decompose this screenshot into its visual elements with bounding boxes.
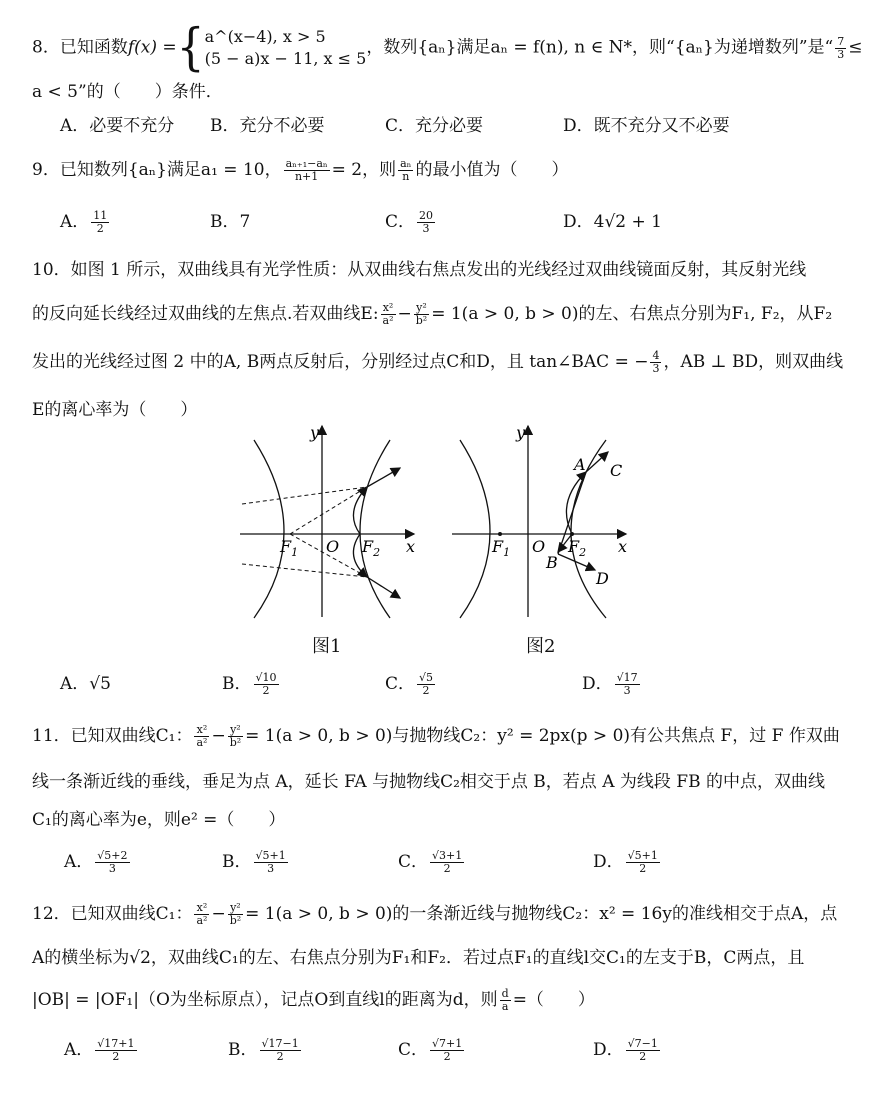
figure-2-hyperbola-diagram [448, 422, 638, 622]
fig2-label-b: B [546, 553, 558, 572]
q12-option-c: C． $\frac{√7+1}{2}$ [398, 1037, 463, 1063]
q9-stem-b: = 2，则 [331, 160, 397, 180]
fig1-label-f1: $F_1$ [280, 537, 299, 559]
q12-option-a: A． $\frac{√17+1}{2}$ [64, 1037, 135, 1063]
q10-line1: 10．如图 1 所示，双曲线具有光学性质：从双曲线右焦点发出的光线经过双曲线镜面反射，其反射光线 [32, 260, 807, 280]
q9-stem-a: 9．已知数列{aₙ}满足a₁ = 10， [32, 160, 282, 180]
fig2-label-origin: O [532, 537, 546, 556]
q8-fx: f(x) = [127, 37, 177, 58]
q11-option-a: A． $\frac{√5+2}{3}$ [64, 849, 128, 875]
q8-fraction: $\frac{7}{3}$ [837, 34, 845, 61]
q10-option-a: A．√5 [60, 674, 111, 694]
fig1-reflect-upper [367, 468, 400, 487]
fig1-right-branch [360, 440, 390, 618]
fig2-label-f1: $F_1$ [492, 537, 511, 559]
fig1-label-x: x [406, 537, 416, 556]
figure-1-caption: 图1 [312, 636, 342, 657]
q10-option-c: C． $\frac{√5}{2}$ [385, 671, 434, 697]
q9-option-a: A． $\frac{11}{2}$ [60, 209, 108, 235]
q9-stem-c: 的最小值为（ ） [415, 160, 569, 180]
q8-case1: a^(x−4), x > 5 [204, 27, 326, 46]
fig2-ray-a-to-c [586, 452, 608, 472]
q9-fraction: $\frac{\text{aₙ₊₁−aₙ}}{n+1}$ [285, 157, 328, 183]
q11-option-c: C． $\frac{√3+1}{2}$ [398, 849, 463, 875]
q8-line2: a < 5”的（ ）条件． [32, 82, 223, 102]
fig1-dashed-upper [242, 487, 367, 504]
q8-option-d: D．既不充分又不必要 [563, 116, 730, 136]
fig1-label-f2: $F_2$ [362, 537, 381, 559]
q9-fraction2: $\frac{\text{aₙ}}{n}$ [400, 157, 412, 183]
q8-leq: ≤ [848, 37, 863, 58]
fig1-label-y: y [310, 423, 320, 442]
q9-option-c: C． $\frac{20}{3}$ [385, 209, 434, 235]
fig2-label-x: x [618, 537, 628, 556]
figure-1-hyperbola-diagram [232, 422, 432, 622]
fig1-label-origin: O [326, 537, 340, 556]
q8-cases [205, 26, 367, 70]
q8-option-a: A．必要不充分 [60, 116, 175, 136]
q12-line2: A的横坐标为√2，双曲线C₁的左、右焦点分别为F₁和F₂．若过点F₁的直线l交C₁的左支于B，C两点，且 [32, 948, 805, 968]
q11-line2: 线一条渐近线的垂线，垂足为点 A，延长 FA 与抛物线C₂相交于点 B，若点 A 为线段 FB 的中点，双曲线 [32, 772, 825, 792]
q9-option-d: D．4√2 + 1 [563, 212, 662, 232]
q10-option-b: B． $\frac{√10}{2}$ [222, 671, 277, 697]
fig1-left-branch [254, 440, 284, 618]
q11-option-b: B． $\frac{√5+1}{3}$ [222, 849, 286, 875]
q12-line3: |OB| = |OF₁|（O为坐标原点），记点O到直线l的距离为d，则 $\frac{d}{a}$ =（ ） [32, 987, 595, 1013]
fig2-label-y: y [516, 423, 526, 442]
fig2-label-c: C [610, 461, 623, 480]
fig2-label-d: D [596, 569, 609, 588]
q12-option-d: D． $\frac{√7-1}{2}$ [593, 1037, 658, 1063]
q8-case2: (5 − a)x − 11, x ≤ 5 [204, 49, 367, 68]
fig2-left-branch [460, 440, 490, 618]
fig2-point-f1 [498, 532, 502, 536]
q8-stem-a: 8．已知函数 [32, 37, 128, 58]
q9-stem [32, 158, 568, 183]
q8-line1 [32, 18, 863, 77]
figure-2-caption: 图2 [526, 636, 556, 657]
fig1-dashed-lower [242, 564, 367, 577]
q8-brace: { [176, 18, 205, 77]
fig2-label-f2: $F_2$ [568, 537, 587, 559]
q10-line3: 发出的光线经过图 2 中的A, B两点反射后，分别经过点C和D，且 tan∠BAC = − $\frac{4}{3}$ ，AB ⊥ BD，则双曲线 [32, 349, 844, 375]
q12-line1: 12．已知双曲线C₁： $\frac{\text{x²}}{\text{a²}}$ − $\frac{\text{y²}}{\text{b²}}$ = 1(a > 0, b > 0)的一条渐近线与抛物线C₂：x² = 16y的准线相交于点A，点 [32, 901, 838, 927]
q11-option-d: D． $\frac{√5+1}{2}$ [593, 849, 658, 875]
fig2-label-a: A [574, 455, 586, 474]
q12-option-b: B． $\frac{√17-1}{2}$ [228, 1037, 299, 1063]
q9-option-b: B．7 [210, 212, 251, 232]
q8-option-b: B．充分不必要 [210, 116, 325, 136]
q10-option-d: D． $\frac{√17}{3}$ [582, 671, 638, 697]
q11-line3: C₁的离心率为e，则e² =（ ） [32, 810, 286, 830]
q8-stem-b: ，数列{aₙ}满足aₙ = f(n), n ∈ N*，则“{aₙ}为递增数列”是“ [366, 37, 834, 58]
q8-option-c: C．充分必要 [385, 116, 484, 136]
q11-line1: 11．已知双曲线C₁： $\frac{\text{x²}}{\text{a²}}$ − $\frac{\text{y²}}{\text{b²}}$ = 1(a > 0, b > 0)与抛物线C₂：y² = 2px(p > 0)有公共焦点 F，过 F 作双曲 [32, 723, 840, 749]
q10-line4: E的离心率为（ ） [32, 400, 198, 420]
q10-line2: 的反向延长线经过双曲线的左焦点.若双曲线E: $\frac{\text{x²}}{\text{a²}}$ − $\frac{\text{y²}}{\text{b²}}$ = 1(a > 0, b > 0)的左、右焦点分别为F₁, F₂，从F₂ [32, 301, 833, 327]
